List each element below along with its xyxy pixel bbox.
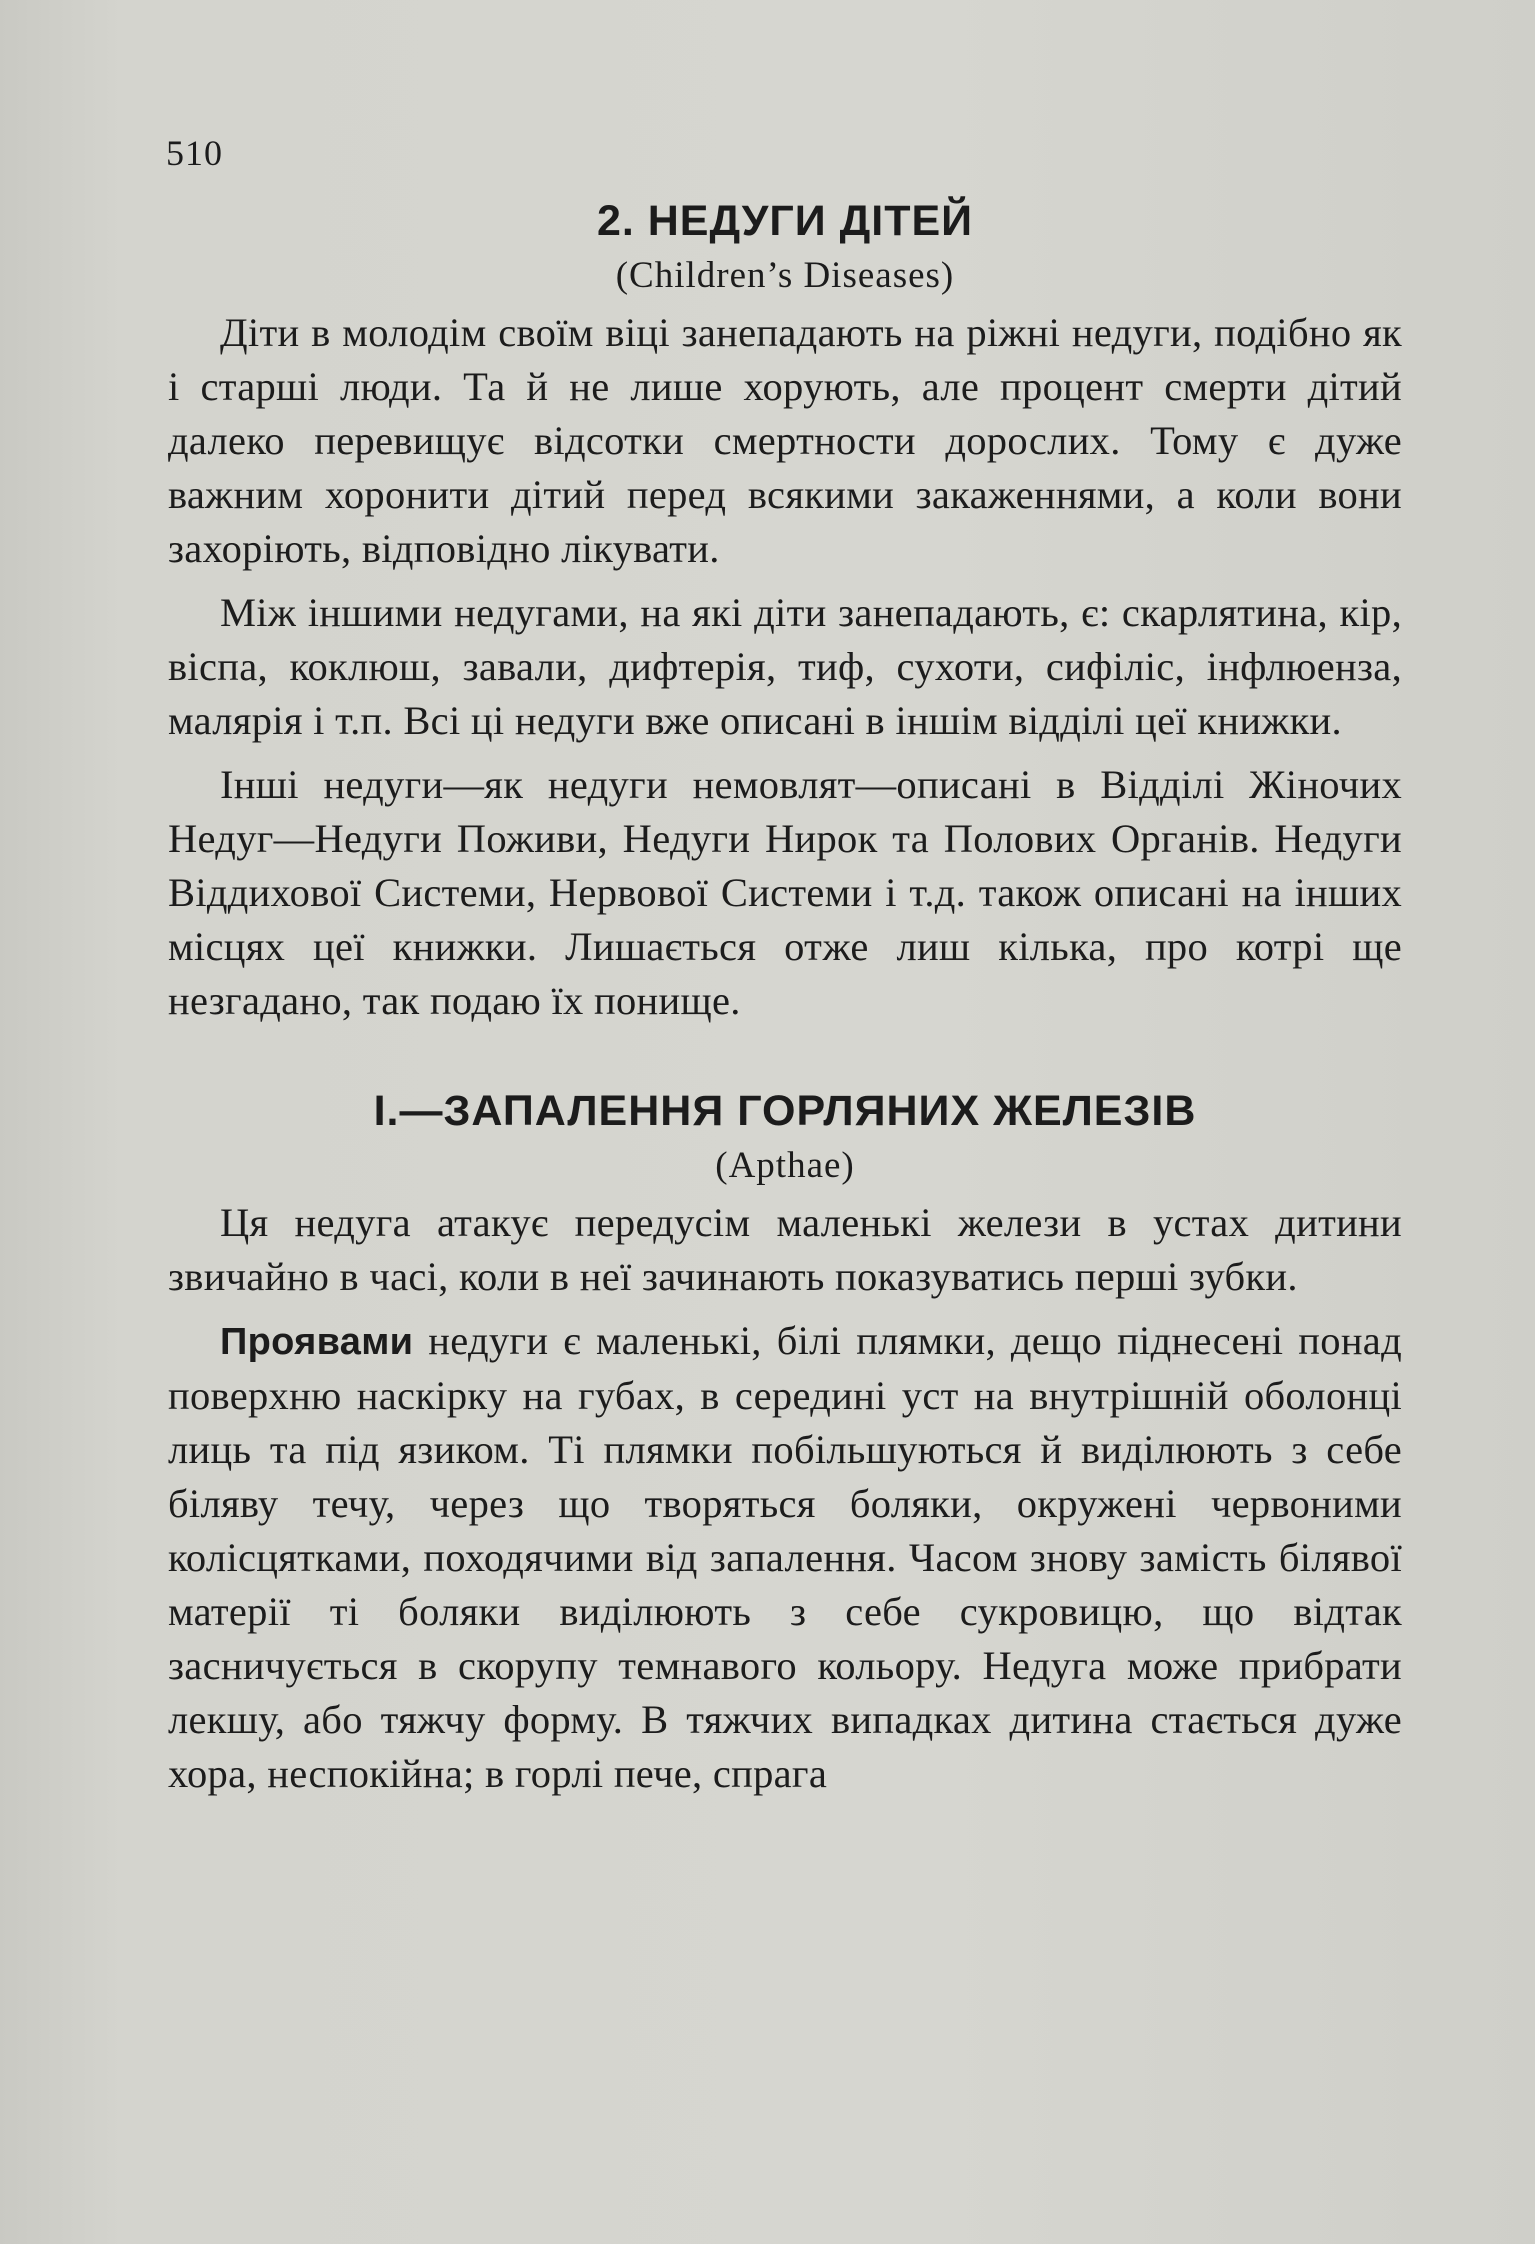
page-number: 510 [166,133,223,173]
section-title-childrens-diseases: 2. НЕДУГИ ДІТЕЙ [596,197,974,245]
page-content [168,192,1402,1811]
paragraph-disease-list: Між іншими недугами, на які діти занепадають, є: скарлятина, кір, віспа, коклюш, завали, дифтерія, тиф, сухоти, сифіліс, інфлюенза, малярія і т.п. Всі ці недуги вже описані в іншім відділі цеї книжки. [168,590,1402,743]
section-subtitle-childrens-diseases: (Children’s Diseases) [615,255,955,296]
paragraph-intro: Діти в молодім своїм віці занепадають на ріжні недуги, подібно як і старші люди. Та й не лише хорують, але процент смерти дітий далеко перевищує відсотки смертности дорослих. Тому є дуже важним хоронити дітий перед всякими закаженнями, а коли вони захоріють, відповідно лікувати. [168,310,1402,571]
symptoms-text: недуги є маленькі, білі плямки, дещо піднесені понад поверхню наскірку на губах, в середині уст на внутрішній оболонці лиць та під язиком. Ті плямки побільшуються й виділюють з себе біляву течу, через що творяться боляки, окружені червоними колісцятками, походячими від запалення. Часом знову замість білявої матерії ті боляки виділюють з себе сукровицю, що відтак засничується в скорупу темнавого кольору. Недуга може прибрати лекшу, або тяжчу форму. В тяжчих випадках дитина стається дуже хора, неспокійна; в горлі пече, спрага [168,1318,1402,1796]
section-subtitle-apthae: (Apthae) [715,1145,855,1186]
section-title-apthae: I.—ЗАПАЛЕННЯ ГОРЛЯНИХ ЖЕЛЕЗІВ [373,1087,1197,1135]
paragraph-other-diseases: Інші недуги—як недуги немовлят—описані в Відділі Жіночих Недуг—Недуги Поживи, Недуги Нирок та Полових Органів. Недуги Віддихової Системи, Нервової Системи і т.д. також описані на інших місцях цеї книжки. Лишається отже лиш кілька, про котрі ще незгадано, так подаю їх понище. [168,762,1402,1023]
paragraph-apthae-intro: Ця недуга атакує передусім маленькі желези в устах дитини звичайно в часі, коли в неї зачинають показуватись перші зубки. [168,1200,1402,1299]
symptoms-lead-word: Проявами [220,1321,414,1363]
paragraph-apthae-symptoms [168,1314,1402,1801]
section-gap [168,1038,1402,1082]
